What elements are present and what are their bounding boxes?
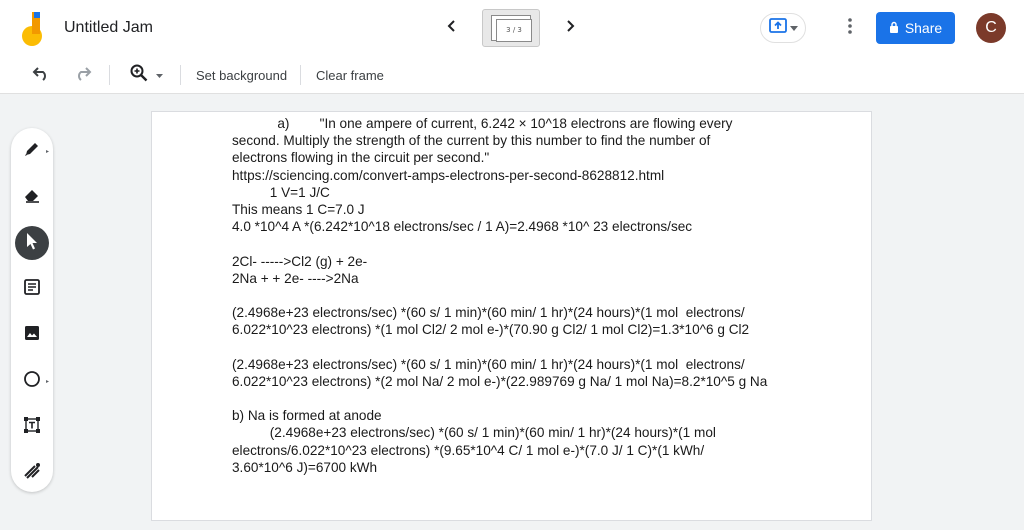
document-line: 6.022*10^23 electrons) *(1 mol Cl2/ 2 mol e-)*(70.90 g Cl2/ 1 mol Cl2)=1.3*10^6 g Cl2 [232,322,750,338]
document-line [232,390,832,407]
document-line [232,235,832,252]
redo-button[interactable] [72,64,94,86]
text-box-tool-button[interactable] [15,410,49,444]
undo-icon [32,65,50,86]
app-title[interactable]: Untitled Jam [64,19,153,36]
pen-icon [23,140,41,163]
document-line: (2.4968e+23 electrons/sec) *(60 s/ 1 min)*(60 min/ 1 hr)*(24 hours)*(1 mol [232,425,716,441]
circle-icon [23,370,41,393]
next-frame-button[interactable] [558,16,582,40]
document-line: second. Multiply the strength of the current by this number to find the number of [232,133,711,149]
document-line: (2.4968e+23 electrons/sec) *(60 s/ 1 min)*(60 min/ 1 hr)*(24 hours)*(1 mol electrons/ [232,356,745,372]
set-background-button[interactable]: Set background [196,68,288,83]
more-options-button[interactable] [840,16,860,40]
document-line: This means 1 C=7.0 J [232,201,365,217]
pasted-document-image[interactable] [232,115,832,476]
document-line: 6.022*10^23 electrons) *(2 mol Na/ 2 mol e-)*(22.989769 g Na/ 1 mol Na)=8.2*10^5 g Na [232,373,768,389]
document-line: https://sciencing.com/convert-amps-electrons-per-second-8628812.html [232,167,665,183]
document-line: 3.60*10^6 J)=6700 kWh [232,459,378,475]
document-line: electrons/6.022*10^23 electrons) *(9.65*10^4 C/ 1 mol e-)*(7.0 J/ 1 C)*(1 kWh/ [232,442,705,458]
tool-sidebar [11,128,53,492]
sticky-note-icon [23,278,41,301]
frame-indicator: 3 / 3 [496,19,532,42]
document-line: (2.4968e+23 electrons/sec) *(60 s/ 1 min)*(60 min/ 1 hr)*(24 hours)*(1 mol electrons/ [232,305,745,321]
jam-frame-canvas[interactable] [151,111,872,521]
jamboard-logo-icon [20,12,44,46]
eraser-icon [23,186,41,209]
zoom-button[interactable] [124,64,168,86]
document-line: a) "In one ampere of current, 6.242 × 10^18 electrons are flowing every [232,116,733,131]
image-tool-button[interactable] [15,318,49,352]
pen-tool-button[interactable]: ▸ [15,134,49,168]
more-vert-icon [848,18,852,39]
lock-icon [889,20,899,36]
document-line: 2Cl- ----->Cl2 (g) + 2e- [232,253,368,269]
present-to-device-icon [769,18,787,39]
chevron-down-icon [156,66,163,84]
avatar[interactable]: C [976,13,1006,43]
document-line: electrons flowing in the circuit per second." [232,150,490,166]
laser-tool-button[interactable] [15,456,49,490]
previous-frame-button[interactable] [440,16,464,40]
document-line: b) Na is formed at anode [232,408,382,424]
document-line: 1 V=1 J/C [232,184,330,200]
frame-bar-thumbnail[interactable] [482,9,540,47]
share-button[interactable] [876,12,955,44]
present-button[interactable] [760,13,806,43]
undo-button[interactable] [30,64,52,86]
text-box-icon [23,416,41,439]
document-line: 2Na + + 2e- ---->2Na [232,270,359,286]
document-line: 4.0 *10^4 A *(6.242*10^18 electrons/sec / 1 A)=2.4968 *10^ 23 electrons/sec [232,219,693,235]
redo-icon [74,65,92,86]
share-label: Share [904,20,943,36]
toolbar [0,56,1024,94]
chevron-right-icon [563,19,577,38]
shape-tool-button[interactable]: ▸ [15,364,49,398]
laser-icon [23,462,41,485]
top-bar [0,0,1024,56]
select-icon [24,232,40,255]
eraser-tool-button[interactable] [15,180,49,214]
zoom-icon [130,64,148,87]
sticky-note-tool-button[interactable] [15,272,49,306]
image-icon [23,324,41,347]
select-tool-button[interactable] [15,226,49,260]
clear-frame-button[interactable]: Clear frame [316,68,384,83]
chevron-down-icon [790,19,798,37]
chevron-left-icon [445,19,459,38]
document-line [232,338,832,355]
document-line [232,287,832,304]
